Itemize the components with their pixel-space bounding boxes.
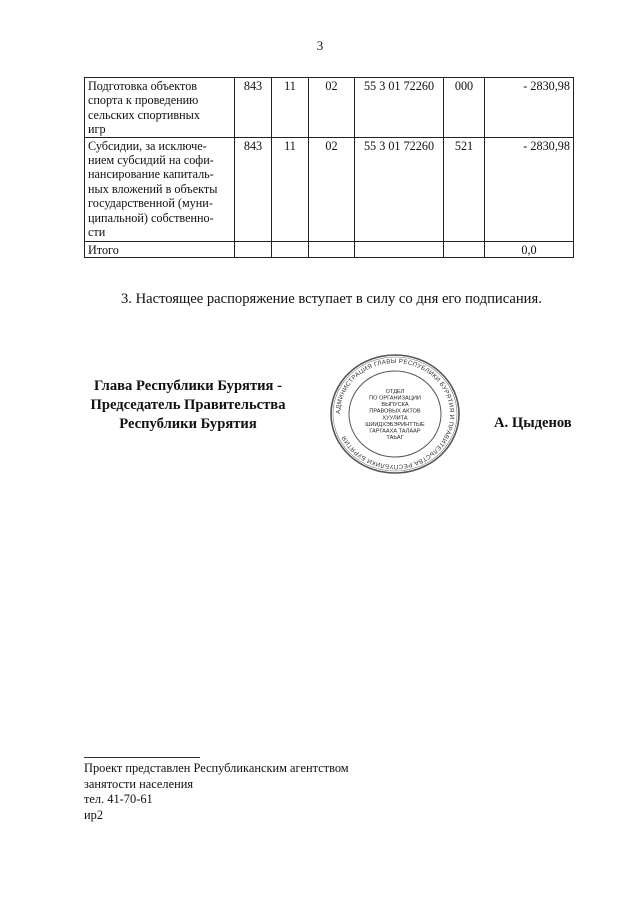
cell-csr bbox=[355, 241, 444, 257]
footnote-rule bbox=[84, 757, 200, 758]
document-code: ир2 bbox=[84, 808, 104, 822]
table-row bbox=[85, 137, 574, 241]
cell-sum: - 2830,98 bbox=[485, 78, 574, 138]
seal-center-line: ХУУЛИТА bbox=[382, 415, 408, 422]
seal-center-line: ГАРГААХА ТАЛААР bbox=[369, 428, 421, 435]
official-seal bbox=[328, 352, 462, 476]
cell-rz: 11 bbox=[272, 78, 309, 138]
cell-rz: 11 bbox=[272, 137, 309, 241]
seal-center-line: ШИИДХЭБЭРИНТТЫЕ bbox=[365, 421, 425, 428]
row-name: Итого bbox=[85, 241, 235, 257]
seal-center-line: ВЫПУСКА bbox=[381, 402, 409, 409]
row-name: Субсидии, за исключе- нием субсидий на софи- нансирование капиталь- ных вложений в объекты государственной (муни- ципальной) собственно- сти bbox=[85, 137, 235, 241]
row-name: Подготовка объектов спорта к проведению сельских спортивных игр bbox=[85, 78, 235, 138]
cell-sum: 0,0 bbox=[485, 241, 574, 257]
table-row-total bbox=[85, 241, 574, 257]
cell-vr bbox=[444, 241, 485, 257]
cell-pr: 02 bbox=[309, 78, 355, 138]
cell-ved: 843 bbox=[235, 137, 272, 241]
cell-ved: 843 bbox=[235, 78, 272, 138]
cell-csr: 55 3 01 72260 bbox=[355, 78, 444, 138]
cell-vr: 521 bbox=[444, 137, 485, 241]
seal-center-line: ОТДЕЛ bbox=[385, 388, 405, 395]
footnote-text: Проект представлен Республиканским агентством занятости населения тел. 41-70-61 bbox=[84, 761, 349, 806]
cell-rz bbox=[272, 241, 309, 257]
seal-center-line: ПРАВОВЫХ АКТОВ bbox=[369, 408, 421, 415]
cell-pr: 02 bbox=[309, 137, 355, 241]
seal-center-line: ПО ОРГАНИЗАЦИИ bbox=[369, 395, 421, 402]
signer-name: А. Цыденов bbox=[494, 415, 572, 431]
table-row bbox=[85, 78, 574, 138]
cell-csr: 55 3 01 72260 bbox=[355, 137, 444, 241]
seal-outer-text: АДМИНИСТРАЦИЯ ГЛАВЫ РЕСПУБЛИКИ БУРЯТИЯ И ПРАВИТЕЛЬСТВА РЕСПУБЛИКИ БУРЯТИЯ bbox=[334, 357, 456, 471]
clause-text: 3. Настоящее распоряжение вступает в силу со дня его подписания. bbox=[121, 291, 542, 307]
cell-vr: 000 bbox=[444, 78, 485, 138]
seal-center-line: ТАЬАГ bbox=[386, 435, 404, 442]
page-number: 3 bbox=[316, 38, 324, 53]
signer-title: Глава Республики Бурятия - Председатель Правительства Республики Бурятия bbox=[90, 378, 286, 432]
cell-sum: - 2830,98 bbox=[485, 137, 574, 241]
budget-table bbox=[84, 77, 574, 258]
cell-pr bbox=[309, 241, 355, 257]
cell-ved bbox=[235, 241, 272, 257]
